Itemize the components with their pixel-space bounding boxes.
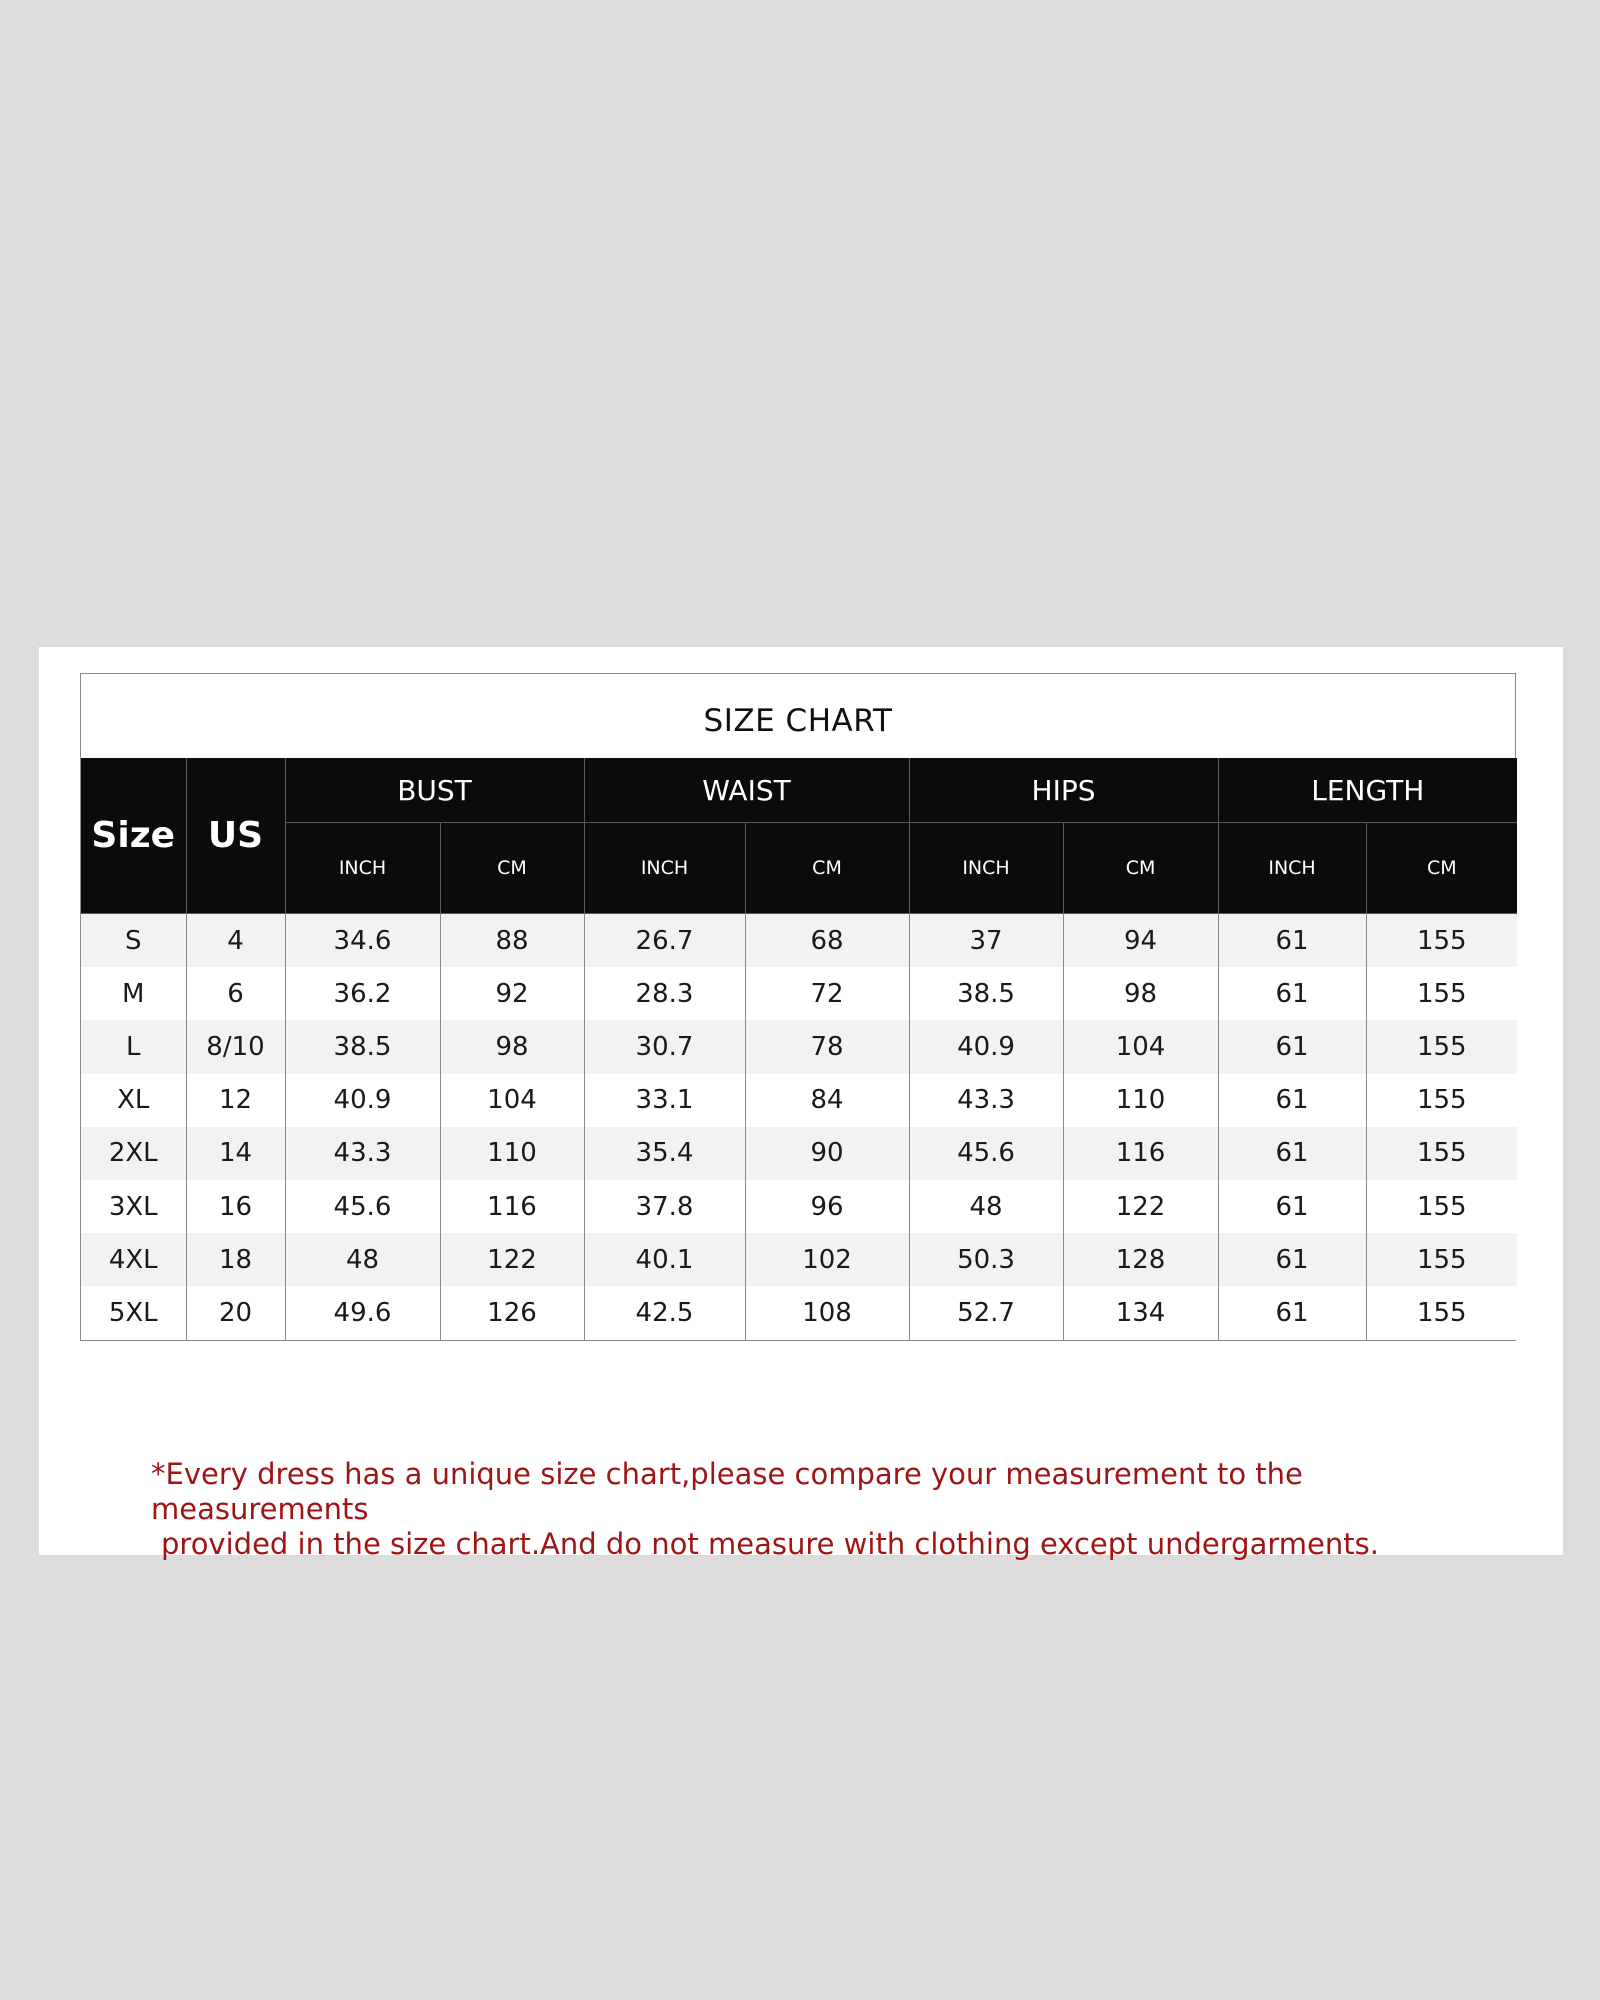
note-line-2: provided in the size chart.And do not measure with clothing except undergarments.	[161, 1527, 1379, 1561]
size-note	[151, 1457, 1491, 1562]
table-cell: 61	[1218, 914, 1366, 968]
table-cell: 116	[1063, 1127, 1218, 1180]
size-chart-table-frame	[80, 673, 1516, 1341]
note-line-1: *Every dress has a unique size chart,please compare your measurement to the measurements	[151, 1457, 1303, 1526]
table-cell: 61	[1218, 1233, 1366, 1286]
table-cell: 34.6	[285, 914, 440, 968]
table-cell: 155	[1366, 1180, 1517, 1233]
table-row	[81, 914, 1517, 968]
table-cell: 61	[1218, 967, 1366, 1020]
table-cell: 8/10	[186, 1020, 285, 1073]
table-cell: 4XL	[108, 1244, 158, 1275]
table-row	[81, 1074, 1517, 1127]
table-cell: 155	[1366, 1286, 1517, 1339]
table-cell: 68	[745, 914, 909, 968]
table-row	[81, 1233, 1517, 1286]
table-cell: 155	[1366, 1127, 1517, 1180]
table-body	[81, 914, 1517, 1340]
table-cell: 61	[1218, 1180, 1366, 1233]
table-cell: 35.4	[584, 1127, 745, 1180]
table-cell: 2XL	[108, 1138, 158, 1169]
header-row-units	[81, 823, 1517, 914]
table-cell: 16	[186, 1180, 285, 1233]
table-cell: 72	[745, 967, 909, 1020]
table-cell: 122	[440, 1233, 584, 1286]
table-cell: 49.6	[285, 1286, 440, 1339]
table-cell: 48	[285, 1233, 440, 1286]
table-cell: 90	[745, 1127, 909, 1180]
table-cell: 104	[1063, 1020, 1218, 1073]
table-cell: 98	[1063, 967, 1218, 1020]
table-cell: 110	[440, 1127, 584, 1180]
header-waist: WAIST	[584, 758, 909, 823]
table-cell: 98	[440, 1020, 584, 1073]
table-cell: 78	[745, 1020, 909, 1073]
table-cell: 40.9	[285, 1074, 440, 1127]
table-cell: S	[124, 925, 142, 956]
table-cell: 155	[1366, 1074, 1517, 1127]
table-cell: 38.5	[909, 967, 1063, 1020]
table-cell: 61	[1218, 1127, 1366, 1180]
table-cell: 122	[1063, 1180, 1218, 1233]
table-cell: 42.5	[584, 1286, 745, 1339]
table-cell: 88	[440, 914, 584, 968]
table-cell: 155	[1366, 1020, 1517, 1073]
table-cell: 102	[745, 1233, 909, 1286]
table-cell: 110	[1063, 1074, 1218, 1127]
table-cell: 96	[745, 1180, 909, 1233]
table-cell: 94	[1063, 914, 1218, 968]
table-cell: 4	[186, 914, 285, 968]
header-unit: CM	[440, 823, 584, 914]
table-cell: 6	[186, 967, 285, 1020]
header-unit: INCH	[909, 823, 1063, 914]
table-cell: L	[126, 1031, 141, 1062]
table-cell: 61	[1218, 1074, 1366, 1127]
table-row	[81, 1180, 1517, 1233]
table-cell: 84	[745, 1074, 909, 1127]
table-cell: 28.3	[584, 967, 745, 1020]
table-cell: 108	[745, 1286, 909, 1339]
table-cell: 40.9	[909, 1020, 1063, 1073]
table-cell: 116	[440, 1180, 584, 1233]
table-cell: 50.3	[909, 1233, 1063, 1286]
table-cell: 36.2	[285, 967, 440, 1020]
table-cell: 38.5	[285, 1020, 440, 1073]
size-chart-card	[39, 647, 1563, 1561]
table-cell: 12	[186, 1074, 285, 1127]
table-cell: 18	[186, 1233, 285, 1286]
header-size: Size	[81, 758, 186, 914]
header-us: US	[186, 758, 285, 914]
header-unit: CM	[745, 823, 909, 914]
table-cell: 155	[1366, 914, 1517, 968]
header-length: LENGTH	[1218, 758, 1517, 823]
table-cell: XL	[117, 1085, 150, 1116]
table-cell: 155	[1366, 967, 1517, 1020]
table-cell: 26.7	[584, 914, 745, 968]
table-cell: 45.6	[909, 1127, 1063, 1180]
table-row	[81, 967, 1517, 1020]
header-unit: INCH	[285, 823, 440, 914]
table-cell: 61	[1218, 1020, 1366, 1073]
table-cell: 128	[1063, 1233, 1218, 1286]
header-bust: BUST	[285, 758, 584, 823]
table-cell: 104	[440, 1074, 584, 1127]
table-row	[81, 1020, 1517, 1073]
table-cell: 52.7	[909, 1286, 1063, 1339]
header-unit: CM	[1063, 823, 1218, 914]
header-row-groups	[81, 758, 1517, 823]
header-unit: INCH	[584, 823, 745, 914]
table-row	[81, 1127, 1517, 1180]
chart-title: SIZE CHART	[703, 703, 893, 739]
table-cell: 126	[440, 1286, 584, 1339]
table-cell: 30.7	[584, 1020, 745, 1073]
table-cell: 40.1	[584, 1233, 745, 1286]
table-cell: 61	[1218, 1286, 1366, 1339]
table-cell: 134	[1063, 1286, 1218, 1339]
size-table	[81, 758, 1517, 1340]
table-cell: 14	[186, 1127, 285, 1180]
table-cell: 37.8	[584, 1180, 745, 1233]
table-cell: 45.6	[285, 1180, 440, 1233]
header-hips: HIPS	[909, 758, 1218, 823]
table-cell: 43.3	[909, 1074, 1063, 1127]
table-cell: 48	[909, 1180, 1063, 1233]
table-cell: 20	[186, 1286, 285, 1339]
table-cell: 155	[1366, 1233, 1517, 1286]
table-cell: 3XL	[108, 1191, 158, 1222]
table-row	[81, 1286, 1517, 1339]
table-cell: 5XL	[108, 1297, 158, 1328]
header-unit: CM	[1366, 823, 1517, 914]
table-cell: 92	[440, 967, 584, 1020]
table-cell: 33.1	[584, 1074, 745, 1127]
table-cell: 43.3	[285, 1127, 440, 1180]
table-cell: 37	[909, 914, 1063, 968]
table-cell: M	[122, 978, 145, 1009]
header-unit: INCH	[1218, 823, 1366, 914]
